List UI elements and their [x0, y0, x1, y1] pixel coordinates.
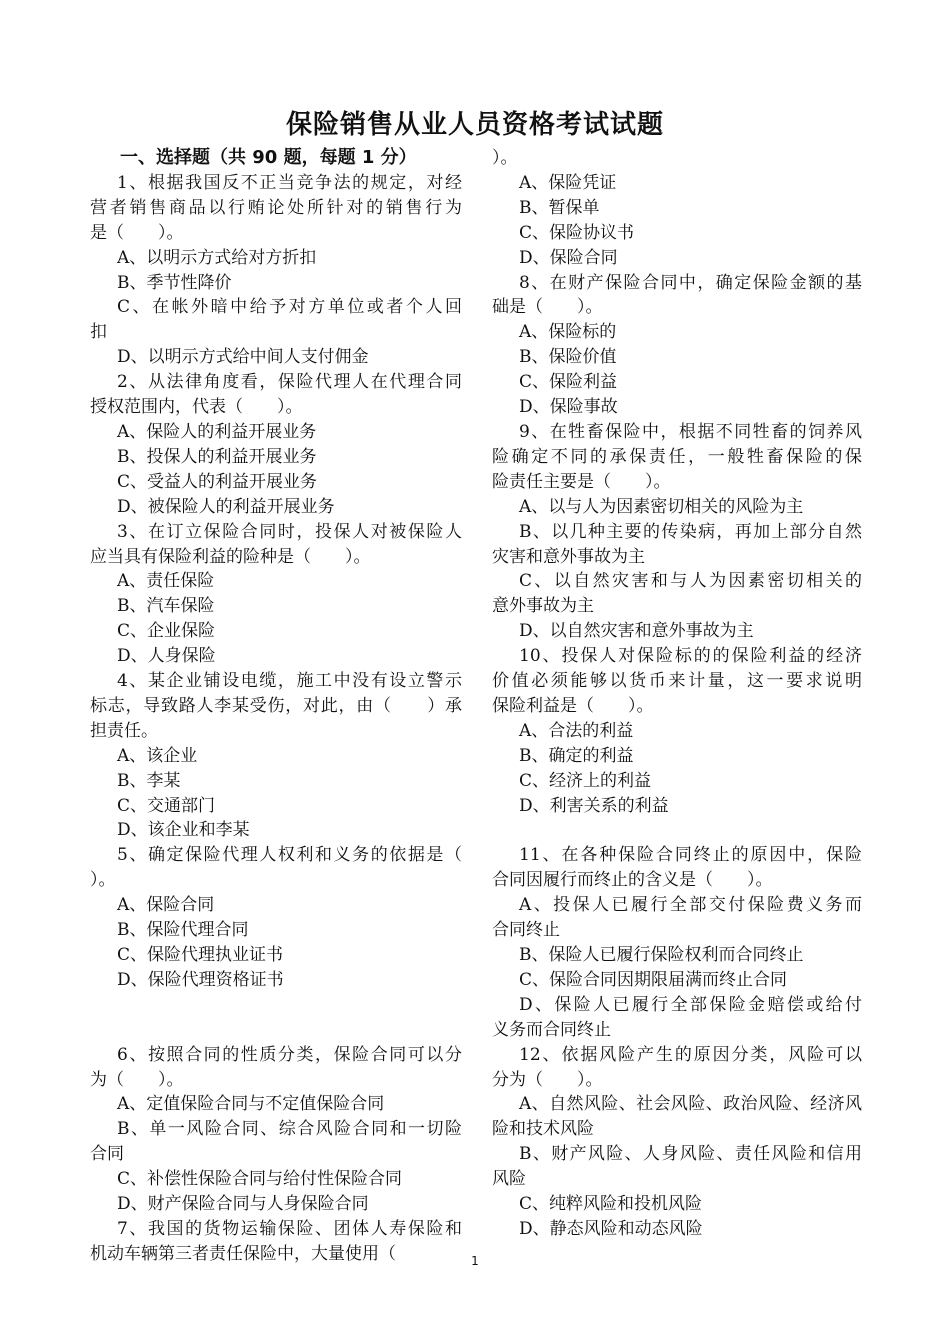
question-text: 是（ ）。: [90, 222, 184, 243]
question-text: 6、按照合同的性质分类，保险合同可以分: [117, 1044, 462, 1065]
question-text: 为（ ）。: [90, 1069, 184, 1090]
question-text: 8、在财产保险合同中，确定保险金额的基: [519, 272, 862, 293]
page-number: 1: [471, 1254, 479, 1268]
option-text: A、以明示方式给对方折扣: [117, 247, 317, 268]
option-text: C、在帐外暗中给予对方单位或者个人回: [117, 297, 462, 318]
option-text: D、被保险人的利益开展业务: [117, 496, 335, 517]
option-text: A、以与人为因素密切相关的风险为主: [519, 496, 804, 517]
question-text: 营者销售商品以行贿论处所针对的销售行为: [90, 197, 462, 218]
option-text: D、该企业和李某: [117, 820, 250, 841]
option-text: B、单一风险合同、综合风险合同和一切险: [117, 1119, 462, 1140]
option-text: C、交通部门: [117, 795, 216, 816]
question-text: 险责任主要是（ ）。: [492, 471, 671, 492]
option-text: A、合法的利益: [519, 720, 634, 741]
option-text: D、利害关系的利益: [519, 795, 669, 816]
option-text: 义务而合同终止: [492, 1019, 611, 1040]
option-text: C、保险代理执业证书: [117, 945, 284, 965]
option-text: B、保险人已履行保险权利而合同终止: [519, 944, 804, 965]
option-text: A、投保人已履行全部交付保险费义务而: [519, 895, 862, 916]
question-text: 10、投保人对保险标的的保险利益的经济: [519, 646, 862, 667]
option-text: B、李某: [117, 770, 181, 791]
left-column: [90, 146, 462, 1267]
option-text: 灾害和意外事故为主: [492, 546, 645, 567]
option-text: A、保险凭证: [519, 172, 617, 193]
question-text: ）。: [90, 870, 116, 891]
question-text: 3、在订立保险合同时，投保人对被保险人: [117, 521, 462, 542]
option-text: A、自然风险、社会风险、政治风险、经济风: [519, 1094, 862, 1115]
option-text: C、保险利益: [519, 372, 618, 393]
option-text: B、保险价值: [519, 347, 617, 368]
document-title: 保险销售从业人员资格考试试题: [285, 110, 664, 140]
option-text: 风险: [492, 1169, 526, 1190]
option-text: D、保险代理资格证书: [117, 969, 284, 990]
option-text: A、保险人的利益开展业务: [117, 421, 317, 442]
question-text: 2、从法律角度看，保险代理人在代理合同: [117, 372, 462, 393]
option-text: 合同终止: [492, 920, 560, 941]
option-text: B、汽车保险: [117, 596, 215, 617]
question-text: 价值必须能够以货币来计量，这一要求说明: [492, 671, 862, 692]
option-text: D、保险事故: [519, 397, 618, 418]
question-text: 12、依据风险产生的原因分类，风险可以: [519, 1044, 862, 1065]
question-text: 担责任。: [90, 720, 158, 741]
blank-space: [90, 993, 462, 1043]
option-text: C、纯粹风险和投机风险: [519, 1194, 703, 1215]
option-text: D、保险人已履行全部保险金赔偿或给付: [519, 994, 862, 1015]
option-text: C、经济上的利益: [519, 770, 652, 791]
option-text: D、保险合同: [519, 247, 618, 268]
option-text: A、责任保险: [117, 571, 215, 592]
option-text: C、受益人的利益开展业务: [117, 471, 318, 492]
question-text: 机动车辆第三者责任保险中，大量使用（: [90, 1243, 396, 1264]
option-text: A、保险合同: [117, 895, 215, 916]
option-text: 意外事故为主: [492, 596, 594, 617]
question-text: 1、根据我国反不正当竞争法的规定，对经: [117, 172, 462, 193]
question-text: 授权范围内，代表（ ）。: [90, 397, 303, 418]
question-text: 础是（ ）。: [492, 297, 603, 318]
question-text: 标志，导致路人李某受伤，对此，由（ ）承: [90, 695, 462, 716]
option-text: D、财产保险合同与人身保险合同: [117, 1194, 369, 1215]
option-text: B、暂保单: [519, 197, 600, 218]
option-text: B、保险代理合同: [117, 920, 249, 941]
question-text: 分为（ ）。: [492, 1069, 603, 1090]
option-text: A、定值保险合同与不定值保险合同: [117, 1094, 385, 1115]
question-text: ）。: [492, 148, 518, 168]
option-text: D、以明示方式给中间人支付佣金: [117, 347, 369, 368]
option-text: 险和技术风险: [492, 1119, 594, 1140]
option-text: D、静态风险和动态风险: [519, 1218, 703, 1239]
question-text: 保险利益是（ ）。: [492, 695, 654, 716]
option-text: C、保险合同因期限届满而终止合同: [519, 969, 788, 990]
blank-space: [492, 818, 862, 843]
question-text: 9、在牲畜保险中，根据不同牲畜的饲养风: [519, 421, 862, 442]
option-text: B、财产风险、人身风险、责任风险和信用: [519, 1144, 862, 1165]
option-text: C、补偿性保险合同与给付性保险合同: [117, 1169, 403, 1190]
option-text: A、保险标的: [519, 322, 617, 343]
option-text: B、投保人的利益开展业务: [117, 446, 317, 467]
section-heading: 一、选择题（共 90 题，每题 1 分）: [120, 147, 417, 168]
option-text: C、企业保险: [117, 621, 216, 642]
question-text: 4、某企业铺设电缆，施工中没有设立警示: [117, 671, 462, 692]
question-text: 5、确定保险代理人权利和义务的依据是（: [117, 845, 462, 866]
question-text: 7、我国的货物运输保险、团体人寿保险和: [117, 1218, 462, 1239]
option-text: D、以自然灾害和意外事故为主: [519, 621, 754, 642]
option-text: 扣: [90, 322, 107, 343]
option-text: B、季节性降价: [117, 272, 232, 293]
option-text: B、确定的利益: [519, 745, 634, 766]
option-text: 合同: [90, 1144, 124, 1165]
question-text: 11、在各种保险合同终止的原因中，保险: [519, 845, 862, 866]
option-text: C、以自然灾害和与人为因素密切相关的: [519, 571, 862, 592]
question-text: 合同因履行而终止的含义是（ ）。: [492, 870, 773, 891]
right-column: [492, 146, 862, 1242]
option-text: C、保险协议书: [519, 222, 635, 243]
question-text: 险确定不同的承保责任，一般牲畜保险的保: [492, 446, 862, 467]
option-text: D、人身保险: [117, 646, 216, 667]
option-text: B、以几种主要的传染病，再加上部分自然: [519, 521, 862, 542]
question-text: 应当具有保险利益的险种是（ ）。: [90, 546, 371, 567]
option-text: A、该企业: [117, 745, 198, 766]
